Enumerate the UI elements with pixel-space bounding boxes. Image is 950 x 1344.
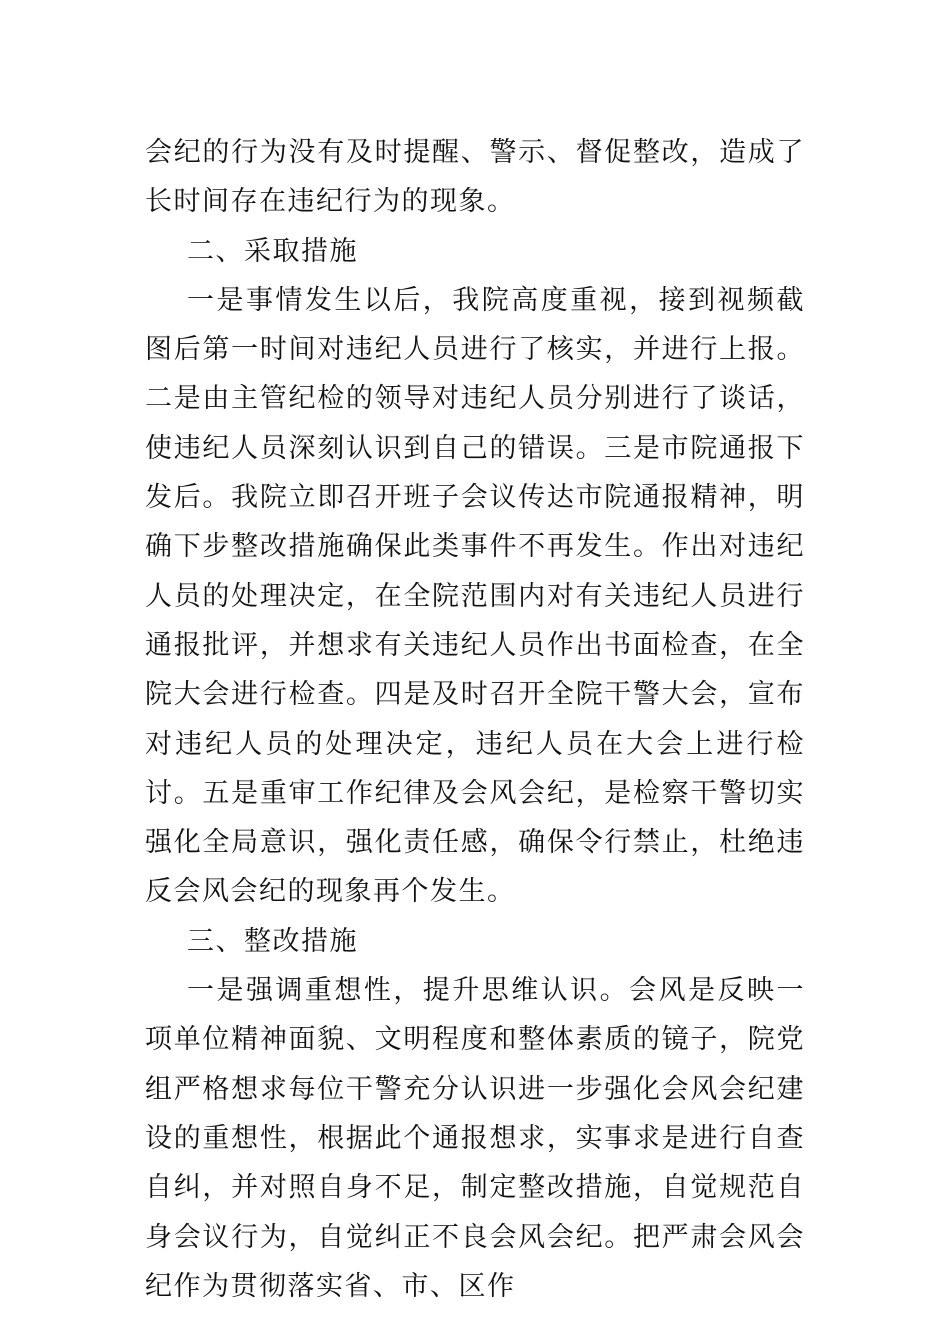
section-heading-measures-taken: 二、采取措施	[187, 235, 358, 267]
paragraph-continuation: 会纪的行为没有及时提醒、警示、督促整改，造成了长时间存在违纪行为的现象。	[145, 137, 805, 218]
section-heading-rectification-measures: 三、整改措施	[187, 925, 358, 957]
paragraph-measures-taken: 一是事情发生以后，我院高度重视，接到视频截图后第一时间对违纪人员进行了核实，并进行上报。二是由主管纪检的领导对违纪人员分别进行了谈话，使违纪人员深刻认识到自己的错误。三是市院通报下发后。我院立即召开班子会议传达市院通报精神，明确下步整改措施确保此类事件不再发生。作出对违纪人员的处理决定，在全院范围内对有关违纪人员进行通报批评，并想求有关违纪人员作出书面检查，在全院大会进行检查。四是及时召开全院干警大会，宣布对违纪人员的处理决定，违纪人员在大会上进行检讨。五是重审工作纪律及会风会纪，是检察干警切实强化全局意识，强化责任感，确保令行禁止，杜绝违反会风会纪的现象再个发生。	[145, 284, 805, 908]
document-page	[145, 128, 805, 1311]
paragraph-rectification-measures: 一是强调重想性，提升思维认识。会风是反映一项单位精神面貌、文明程度和整体素质的镜子，院党组严格想求每位干警充分认识进一步强化会风会纪建设的重想性，根据此个通报想求，实事求是进行自查自纠，并对照自身不足，制定整改措施，自觉规范自身会议行为，自觉纠正不良会风会纪。把严肃会风会纪作为贯彻落实省、市、区作	[145, 975, 805, 1302]
